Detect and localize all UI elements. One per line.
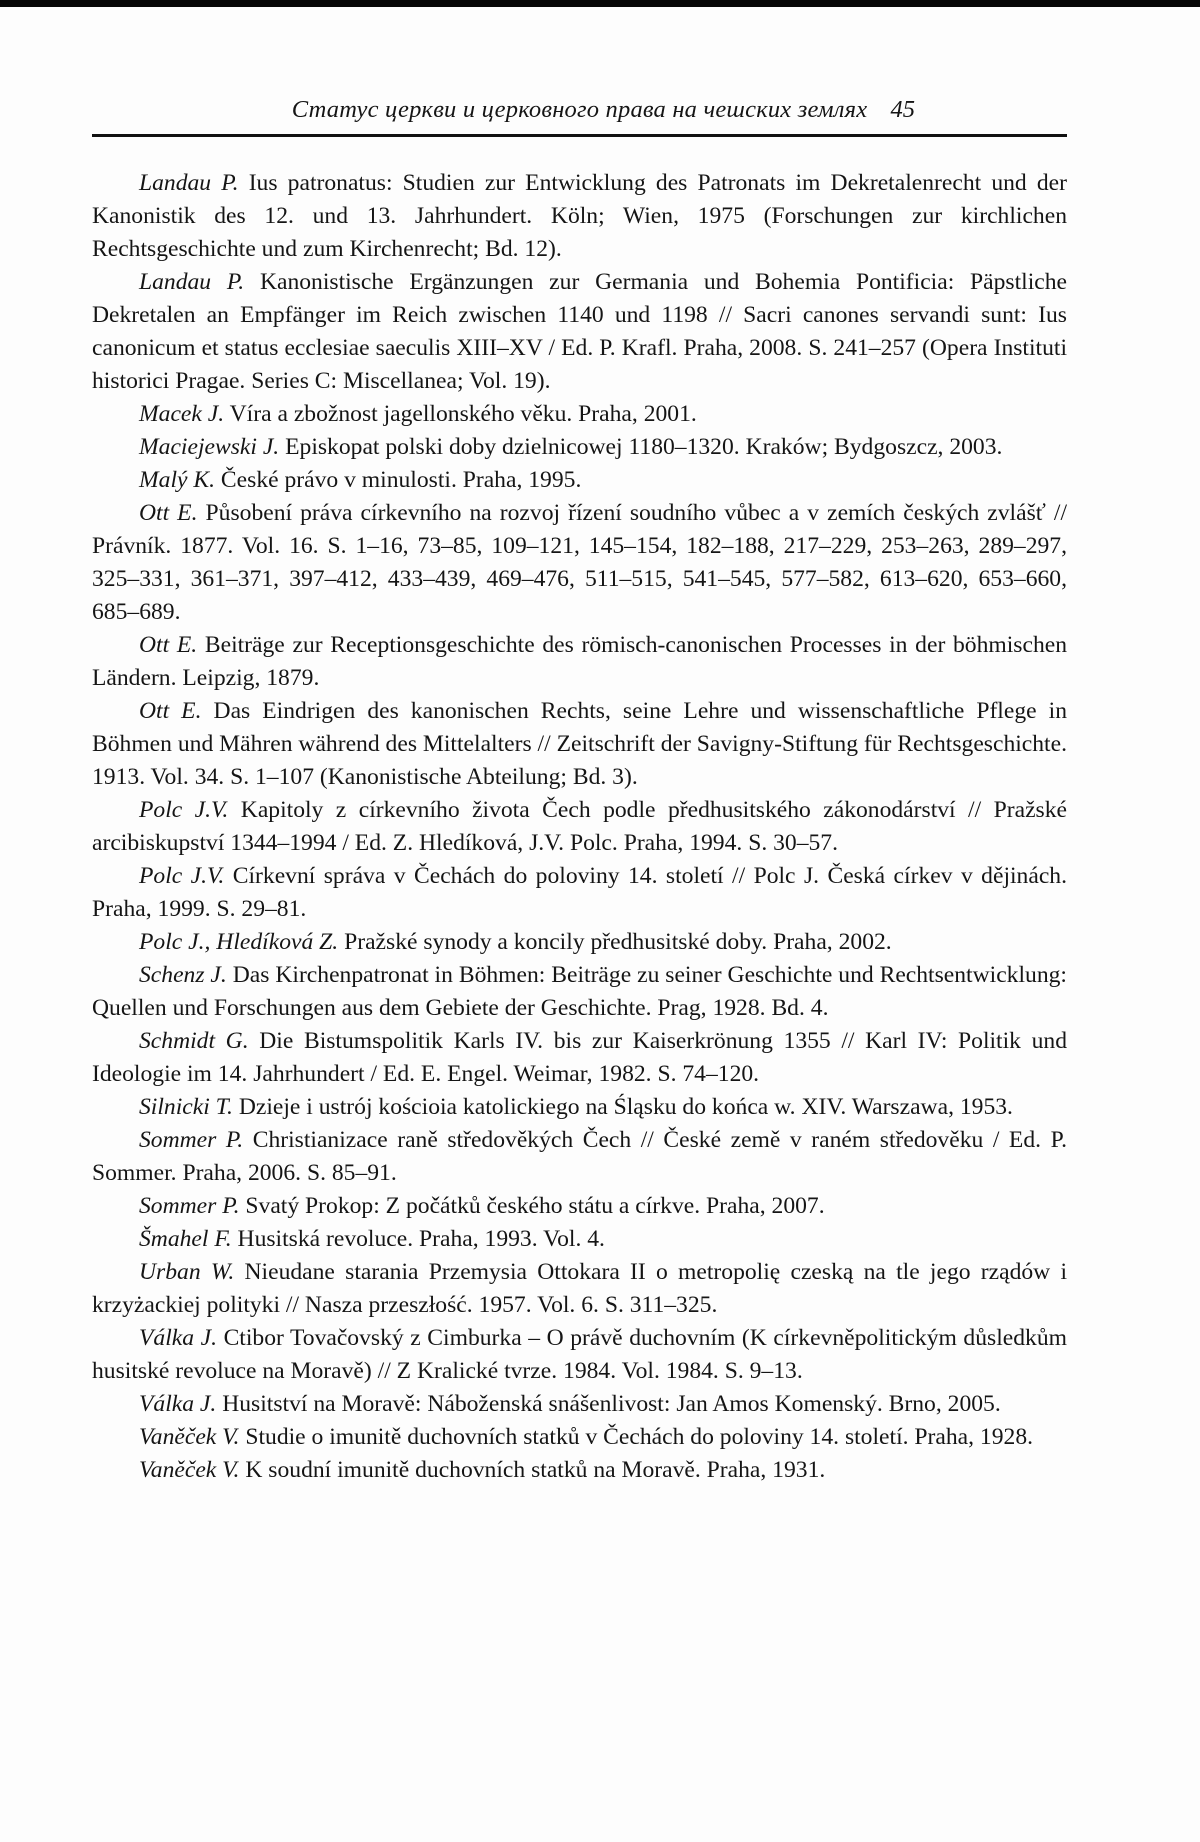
bibliography-list [92, 167, 1067, 1487]
entry-authors: Šmahel F. [139, 1226, 232, 1252]
bibliography-entry [92, 431, 1067, 464]
entry-authors: Urban W. [139, 1259, 235, 1285]
entry-text: Dzieje i ustrój kościoia katolickiego na Śląsku do końca w. XIV. Warszawa, 1953. [238, 1094, 1013, 1120]
entry-text: Husitská revoluce. Praha, 1993. Vol. 4. [237, 1226, 605, 1252]
entry-text: K soudní imunitě duchovních statků na Moravě. Praha, 1931. [245, 1457, 826, 1483]
entry-authors: Ott E. [139, 698, 202, 724]
entry-text: Das Eindrigen des kanonischen Rechts, seine Lehre und wissenschaftliche Pflege in Böhmen und Mähren während des Mittelalters // Zeitschrift der Savigny-Stiftung für Rechtsgeschichte. 1913. Vol. 34. S. 1–107 (Kanonistische Abteilung; Bd. 3). [92, 698, 1067, 790]
entry-text: Pražské synody a koncily předhusitské doby. Praha, 2002. [344, 929, 892, 955]
entry-authors: Vaněček V. [139, 1424, 240, 1450]
entry-authors: Landau P. [139, 269, 245, 295]
entry-text: Episkopat polski doby dzielnicowej 1180–1320. Kraków; Bydgoszcz, 2003. [285, 434, 1003, 460]
entry-text: Působení práva církevního na rozvoj řízení soudního vůbec a v zemích českých zvlášť // Právník. 1877. Vol. 16. S. 1–16, 73–85, 109–121, 145–154, 182–188, 217–229, 253–263, 289–297, 325–331, 361–371, 397–412, 433–439, 469–476, 511–515, 541–545, 577–582, 613–620, 653–660, 685–689. [92, 500, 1067, 625]
bibliography-entry [92, 1388, 1067, 1421]
bibliography-entry [92, 1190, 1067, 1223]
entry-authors: Schmidt G. [139, 1028, 249, 1054]
bibliography-entry [92, 464, 1067, 497]
entry-text: Das Kirchenpatronat in Böhmen: Beiträge zu seiner Geschichte und Rechtsentwicklung: Quellen und Forschungen aus dem Gebiete der Geschichte. Prag, 1928. Bd. 4. [92, 962, 1067, 1021]
entry-text: Svatý Prokop: Z počátků českého státu a církve. Praha, 2007. [245, 1193, 825, 1219]
entry-authors: Polc J.V. [139, 863, 225, 889]
bibliography-entry [92, 860, 1067, 926]
entry-authors: Macek J. [139, 401, 225, 427]
entry-text: Víra a zbožnost jagellonského věku. Praha, 2001. [229, 401, 697, 427]
entry-authors: Malý K. [139, 467, 216, 493]
entry-authors: Ott E. [139, 500, 198, 526]
bibliography-entry [92, 926, 1067, 959]
entry-authors: Ott E. [139, 632, 198, 658]
entry-text: Die Bistumspolitik Karls IV. bis zur Kaiserkrönung 1355 // Karl IV: Politik und Ideologie im 14. Jahrhundert / Ed. E. Engel. Weimar, 1982. S. 74–120. [92, 1028, 1067, 1087]
bibliography-entry [92, 794, 1067, 860]
entry-text: Ctibor Tovačovský z Cimburka – O právě duchovním (K církevněpolitickým důsledkům husitské revoluce na Moravě) // Z Kralické tvrze. 1984. Vol. 1984. S. 9–13. [92, 1325, 1067, 1384]
entry-text: Církevní správa v Čechách do poloviny 14. století // Polc J. Česká církev v dějinách. Praha, 1999. S. 29–81. [92, 863, 1067, 922]
entry-authors: Polc J.V. [139, 797, 229, 823]
entry-authors: Maciejewski J. [139, 434, 280, 460]
entry-text: Christianizace raně středověkých Čech // České země v raném středověku / Ed. P. Sommer. Praha, 2006. S. 85–91. [92, 1127, 1067, 1186]
entry-authors: Sommer P. [139, 1127, 244, 1153]
running-title: Статус церкви и церковного права на чешских землях [291, 96, 868, 123]
bibliography-entry [92, 1091, 1067, 1124]
entry-text: Kanonistische Ergänzungen zur Germania und Bohemia Pontificia: Päpstliche Dekretalen an Empfänger im Reich zwischen 1140 und 1198 // Sacri canones servandi sunt: Ius canonicum et status ecclesiae saeculis XIII–XV / Ed. P. Krafl. Praha, 2008. S. 241–257 (Opera Instituti historici Pragae. Series C: Miscellanea; Vol. 19). [92, 269, 1068, 394]
bibliography-entry [92, 1322, 1067, 1388]
entry-text: Kapitoly z církevního života Čech podle předhusitského zákonodárství // Pražské arcibiskupství 1344–1994 / Ed. Z. Hledíková, J.V. Polc. Praha, 1994. S. 30–57. [92, 797, 1067, 856]
bibliography-entry [92, 629, 1067, 695]
bibliography-entry [92, 695, 1067, 794]
entry-authors: Vaněček V. [139, 1457, 240, 1483]
entry-authors: Silnicki T. [139, 1094, 233, 1120]
bibliography-entry [92, 497, 1067, 629]
bibliography-entry [92, 1124, 1067, 1190]
page-content [92, 95, 1067, 1487]
bibliography-entry [92, 1421, 1067, 1454]
entry-text: Ius patronatus: Studien zur Entwicklung des Patronats im Dekretalenrecht und der Kanonistik des 12. und 13. Jahrhundert. Köln; Wien, 1975 (Forschungen zur kirchlichen Rechtsgeschichte und zum Kirchenrecht; Bd. 12). [92, 170, 1067, 262]
entry-authors: Polc J., Hledíková Z. [139, 929, 339, 955]
bibliography-entry [92, 1454, 1067, 1487]
page-number: 45 [890, 96, 915, 123]
bibliography-entry [92, 1256, 1067, 1322]
entry-text: Studie o imunitě duchovních statků v Čechách do poloviny 14. století. Praha, 1928. [245, 1424, 1034, 1450]
bibliography-entry [92, 167, 1067, 266]
bibliography-entry [92, 1223, 1067, 1256]
entry-authors: Válka J. [139, 1325, 217, 1351]
entry-text: České právo v minulosti. Praha, 1995. [220, 467, 582, 493]
header-rule [92, 134, 1067, 137]
entry-text: Nieudane starania Przemysia Ottokara II o metropolię czeską na tle jego rządów i krzyżackiej polityki // Nasza przeszłość. 1957. Vol. 6. S. 311–325. [92, 1259, 1067, 1318]
entry-text: Beiträge zur Receptionsgeschichte des römisch-canonischen Processes in der böhmischen Ländern. Leipzig, 1879. [92, 632, 1068, 691]
bibliography-entry [92, 266, 1067, 398]
running-header [92, 95, 1067, 125]
entry-authors: Válka J. [139, 1391, 217, 1417]
bibliography-entry [92, 398, 1067, 431]
bibliography-entry [92, 959, 1067, 1025]
entry-authors: Landau P. [139, 170, 239, 196]
entry-authors: Schenz J. [139, 962, 227, 988]
entry-authors: Sommer P. [139, 1193, 240, 1219]
scan-edge-artifact [0, 0, 1200, 7]
entry-text: Husitství na Moravě: Náboženská snášenlivost: Jan Amos Komenský. Brno, 2005. [222, 1391, 1001, 1417]
bibliography-entry [92, 1025, 1067, 1091]
